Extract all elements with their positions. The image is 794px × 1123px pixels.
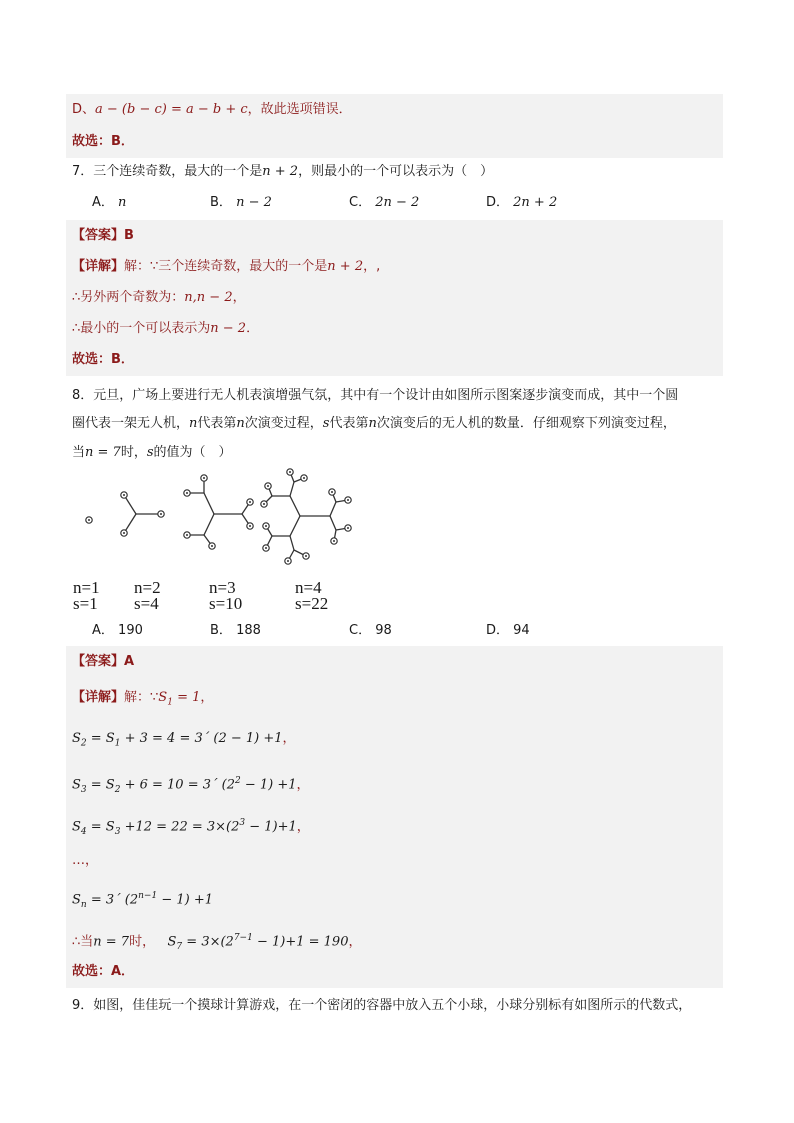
q8-ellipsis: …， <box>72 853 99 868</box>
math-s: S <box>72 777 81 793</box>
var-s: s <box>146 445 154 460</box>
option-text: n <box>118 195 127 210</box>
q8-stem-2c: 次演变过程， <box>244 416 323 431</box>
math-rest2: − 1) +1 <box>240 777 297 793</box>
math-tail: ， <box>296 819 310 835</box>
q8-detail-line-1 <box>72 688 213 708</box>
var-n: n <box>189 416 198 431</box>
q7-option-c[interactable] <box>349 193 419 213</box>
option-letter: B． <box>210 623 232 638</box>
q7-detail-1b: n + 2 <box>327 259 364 274</box>
figure-label-s1: s=1 <box>73 594 98 613</box>
math-mid: = S <box>86 731 115 746</box>
option-letter: D． <box>486 623 510 638</box>
q7-stem-tail: ，则最小的一个可以表示为（ ） <box>298 164 494 179</box>
q8-step-3 <box>72 771 310 795</box>
math-tail: ， <box>282 731 296 746</box>
q8-stem-2d: 代表第 <box>329 416 369 431</box>
figure-label-s2: s=4 <box>134 594 159 613</box>
q6-d-text: ，故此选项错误． <box>247 102 352 117</box>
q8-answer: 【答案】A <box>72 654 135 669</box>
q7-detail-3b: n − 2 <box>210 321 247 336</box>
math-mid: = S <box>86 819 115 835</box>
q8-final-d: S <box>167 934 177 950</box>
q7-option-b[interactable] <box>210 193 272 213</box>
detail-tag: 【详解】 <box>72 259 125 274</box>
math-sub: 3 <box>114 826 121 837</box>
math-sup: n−1 <box>138 891 158 901</box>
q7-answer: 【答案】B <box>72 228 134 243</box>
q7-stem-expr: n + 2 <box>262 164 299 179</box>
q8-final-b: n = 7 <box>93 934 130 950</box>
q8-stem-3d: 的值为（ ） <box>153 445 232 460</box>
q9-stem: 9．如图，佳佳玩一个摸球计算游戏，在一个密闭的容器中放入五个小球，小球分别标有如图所示的代数式， <box>72 998 692 1013</box>
q6-option-d-analysis <box>72 100 352 120</box>
q8-final-esup: 7−1 <box>233 933 253 943</box>
q7-option-d[interactable] <box>486 193 557 213</box>
math-rest2: − 1)+1 <box>245 819 297 835</box>
figure-label-n4: n=4 <box>295 578 322 597</box>
q8-detail-1b: S <box>158 690 168 705</box>
q8-step-2 <box>72 729 296 749</box>
q8-stem-3b: n = 7 <box>85 445 121 460</box>
q8-step-4 <box>72 813 310 837</box>
figure-label-n1: n=1 <box>73 578 100 597</box>
math-sub: 2 <box>80 738 87 749</box>
math-sup: 2 <box>234 776 241 786</box>
math-s: S <box>72 819 81 835</box>
option-text: 190 <box>118 623 143 638</box>
option-letter: A． <box>92 195 114 210</box>
math-mid: = S <box>86 777 115 793</box>
q8-final-dsub: 7 <box>176 941 183 952</box>
q7-choice: 故选：B． <box>72 352 134 367</box>
q8-detail-1sub: 1 <box>167 697 173 708</box>
math-s: S <box>72 731 81 746</box>
option-text: 98 <box>375 623 392 638</box>
q7-detail-3a: ∴最小的一个可以表示为 <box>72 321 211 336</box>
q8-stem-3c: 时， <box>120 445 147 460</box>
var-s: s <box>322 416 330 431</box>
q7-detail-2b: n,n − 2 <box>184 290 233 305</box>
figure-edges <box>124 472 348 561</box>
q8-stem-2b: 代表第 <box>197 416 237 431</box>
q7-detail-line-3 <box>72 319 259 339</box>
q8-option-d[interactable] <box>486 621 530 641</box>
math-tail: ， <box>296 777 310 793</box>
q8-final-c: 时， <box>129 934 156 950</box>
figure-label-s3: s=10 <box>209 594 243 613</box>
q8-stem-line-2 <box>72 414 676 434</box>
math-rest2: − 1) +1 <box>157 892 213 908</box>
math-rest: + 3 = 4 = 3´ (2 − 1) +1 <box>120 731 283 746</box>
q8-detail-1a: 解：∵ <box>124 690 159 705</box>
q8-option-c[interactable] <box>349 621 392 641</box>
q7-detail-1a: 解：∵三个连续奇数，最大的一个是 <box>124 259 328 274</box>
q7-stem-text: 7．三个连续奇数，最大的一个是 <box>72 164 263 179</box>
q6-choice: 故选：B． <box>72 134 134 149</box>
q8-stem-2a: 圈代表一架无人机， <box>72 416 190 431</box>
var-n: n <box>368 416 377 431</box>
q8-option-a[interactable] <box>92 621 143 641</box>
option-letter: D． <box>486 195 510 210</box>
q8-stem-2e: 次演变后的无人机的数量．仔细观察下列演变过程， <box>376 416 676 431</box>
q7-option-a[interactable] <box>92 193 126 213</box>
option-text: 94 <box>513 623 530 638</box>
option-text: 2n + 2 <box>513 195 558 210</box>
q7-detail-2c: ， <box>232 290 246 305</box>
math-sub: 3 <box>80 784 87 795</box>
q7-detail-line-2 <box>72 288 246 308</box>
q8-final-g: ， <box>348 934 362 950</box>
detail-tag: 【详解】 <box>72 690 125 705</box>
option-text: n − 2 <box>236 195 272 210</box>
q6-d-expr: a − (b − c) = a − b + c <box>95 102 248 117</box>
option-letter: B． <box>210 195 232 210</box>
option-letter: C． <box>349 623 372 638</box>
math-rest: = 3´ (2 <box>86 892 139 908</box>
q8-final-f: − 1)+1 = 190 <box>252 934 349 950</box>
q8-stem-3a: 当 <box>72 445 86 460</box>
var-n: n <box>236 416 245 431</box>
q7-detail-1c: ，, <box>363 259 381 274</box>
q8-detail-1c: = 1 <box>172 690 201 705</box>
math-sup: 3 <box>239 818 246 828</box>
option-text: 2n − 2 <box>375 195 420 210</box>
q7-detail-3c: ． <box>246 321 260 336</box>
figure-label-s4: s=22 <box>295 594 329 613</box>
math-sub: n <box>80 899 87 910</box>
math-rest: + 6 = 10 = 3´ (2 <box>120 777 235 793</box>
math-s: S <box>72 892 81 908</box>
option-letter: A． <box>92 623 114 638</box>
q8-final-e: = 3×(2 <box>182 934 234 950</box>
math-sub: 1 <box>114 738 121 749</box>
q7-stem <box>72 162 493 182</box>
option-letter: C． <box>349 195 372 210</box>
q8-final-line <box>72 928 362 952</box>
figure-label-n3: n=3 <box>209 578 236 597</box>
math-sub: 4 <box>80 826 87 837</box>
drone-evolution-figure <box>72 466 372 578</box>
figure-label-n2: n=2 <box>134 578 161 597</box>
math-rest: +12 = 22 = 3×(2 <box>120 819 240 835</box>
q8-stem-line-1: 8．元旦，广场上要进行无人机表演增强气氛，其中有一个设计由如图所示图案逐步演变而成，其中一个圆 <box>72 388 679 403</box>
q8-detail-1d: ， <box>200 690 214 705</box>
q8-stem-line-3 <box>72 443 232 463</box>
q6-d-label: D、 <box>72 102 96 117</box>
option-text: 188 <box>236 623 261 638</box>
q7-detail-line-1 <box>72 257 380 277</box>
math-sub: 2 <box>114 784 121 795</box>
q8-option-b[interactable] <box>210 621 261 641</box>
q8-step-n <box>72 886 213 910</box>
q8-final-a: ∴当 <box>72 934 94 950</box>
q7-detail-2a: ∴另外两个奇数为： <box>72 290 185 305</box>
q8-choice: 故选：A． <box>72 964 135 979</box>
